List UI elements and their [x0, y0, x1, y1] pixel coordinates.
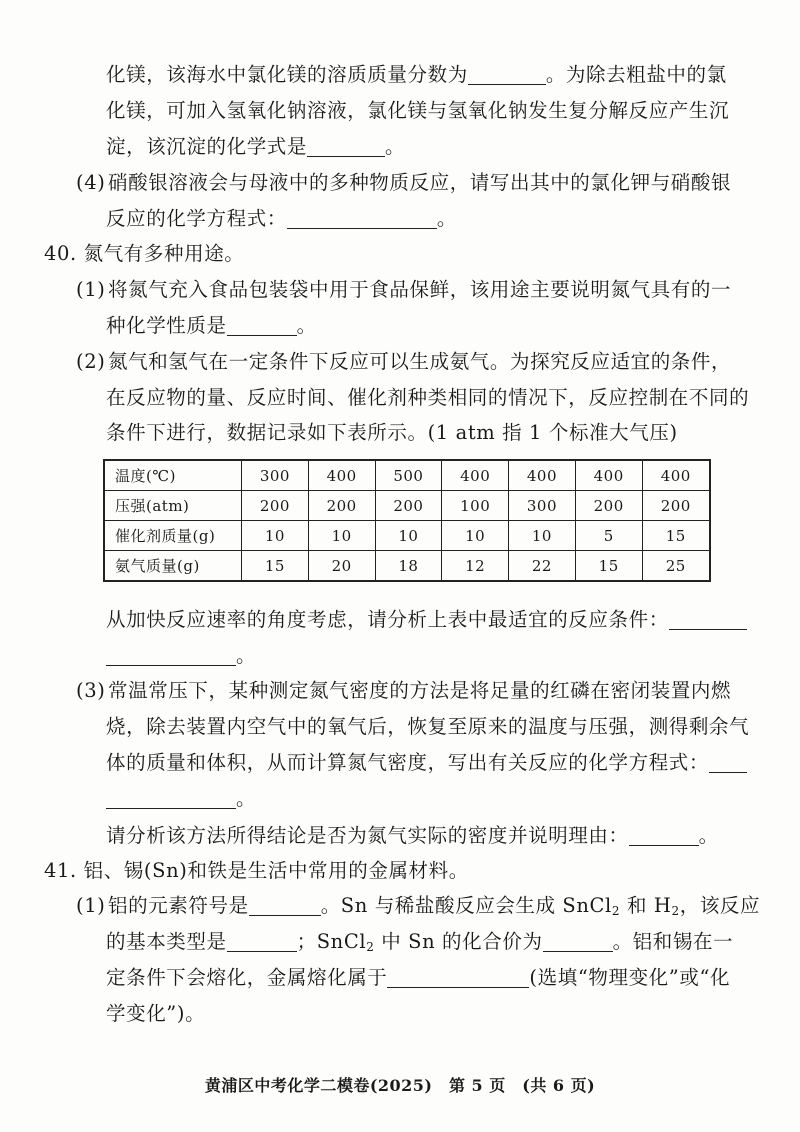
table-cell: 10 [308, 521, 375, 551]
answer-blank[interactable] [669, 609, 747, 630]
table-cell: 15 [642, 521, 710, 551]
table-cell: 10 [442, 521, 509, 551]
text-line: 烧，除去装置内空气中的氧气后，恢复至原来的温度与压强，测得剩余气 [106, 715, 750, 738]
answer-blank[interactable] [629, 825, 699, 846]
table-cell: 10 [242, 521, 309, 551]
text-line: 化镁，可加入氢氧化钠溶液，氯化镁与氢氧化钠发生复分解反应产生沉 [106, 99, 730, 122]
table-row-label: 温度(℃) [104, 460, 242, 491]
experiment-data-table [103, 459, 711, 582]
table-cell: 200 [242, 491, 309, 521]
answer-blank[interactable] [106, 788, 236, 809]
table-row-label: 催化剂质量(g) [104, 521, 242, 551]
answer-blank[interactable] [543, 931, 613, 952]
answer-blank[interactable] [709, 752, 747, 773]
table-cell: 400 [308, 460, 375, 491]
answer-blank[interactable] [387, 967, 529, 988]
table-cell: 400 [642, 460, 710, 491]
answer-blank[interactable] [227, 931, 297, 952]
question-40-title: 40. 氮气有多种用途。 [44, 242, 245, 265]
text-line: 氮气和氢气在一定条件下反应可以生成氨气。为探究反应适宜的条件， [108, 350, 732, 373]
text-line: 铝的元素符号是 。Sn 与稀盐酸反应会生成 SnCl$_2$ 和 $H_2$，该反应 [108, 894, 761, 918]
table-row-label: 氨气质量(g) [104, 551, 242, 582]
table-cell: 200 [308, 491, 375, 521]
answer-blank[interactable] [249, 895, 321, 916]
question-number: (1) [76, 278, 106, 301]
answer-blank[interactable] [227, 315, 297, 336]
table-cell: 400 [575, 460, 642, 491]
table-row [104, 460, 710, 491]
table-cell: 500 [375, 460, 442, 491]
table-row [104, 551, 710, 582]
question-41-title: 41. 铝、锡(Sn)和铁是生活中常用的金属材料。 [44, 859, 469, 882]
table-cell: 300 [242, 460, 309, 491]
text-line: 的基本类型是 ；SnCl$_2$ 中 Sn 的化合价为 。铝和锡在一 [106, 930, 734, 954]
text-line: 硝酸银溶液会与母液中的多种物质反应，请写出其中的氯化钾与硝酸银 [108, 171, 732, 194]
table-row [104, 491, 710, 521]
answer-blank[interactable] [106, 645, 236, 666]
text-line: 淀，该沉淀的化学式是 。 [106, 135, 406, 158]
text-line: 条件下进行，数据记录如下表所示。(1 atm 指 1 个标准大气压) [106, 421, 678, 444]
text-line: 常温常压下，某种测定氮气密度的方法是将足量的红磷在密闭装置内燃 [108, 679, 732, 702]
table-cell: 100 [442, 491, 509, 521]
table-cell: 15 [242, 551, 309, 582]
answer-blank[interactable] [287, 208, 437, 229]
text-line: 反应的化学方程式： 。 [106, 207, 458, 230]
table-cell: 25 [642, 551, 710, 582]
table-cell: 400 [509, 460, 576, 491]
table-cell: 200 [575, 491, 642, 521]
text-line: 在反应物的量、反应时间、催化剂种类相同的情况下，反应控制在不同的 [106, 386, 750, 409]
answer-blank[interactable] [468, 64, 546, 85]
table-cell: 300 [509, 491, 576, 521]
page-footer: 黄浦区中考化学二模卷(2025) 第 5 页 (共 6 页) [204, 1076, 596, 1095]
table-row-label: 压强(atm) [104, 491, 242, 521]
table-cell: 200 [642, 491, 710, 521]
table-cell: 400 [442, 460, 509, 491]
text-line: 种化学性质是 。 [106, 314, 317, 337]
table-cell: 18 [375, 551, 442, 582]
text-line: 。 [106, 644, 256, 668]
table-cell: 5 [575, 521, 642, 551]
table-cell: 12 [442, 551, 509, 582]
text-line: 学变化”)。 [106, 1002, 206, 1025]
table-cell: 22 [509, 551, 576, 582]
question-number: (4) [76, 171, 106, 194]
table-row [104, 521, 710, 551]
text-line: 化镁，该海水中氯化镁的溶质质量分数为 。为除去粗盐中的氯 [106, 63, 727, 86]
question-number: (3) [76, 679, 106, 702]
table-cell: 10 [509, 521, 576, 551]
text-line: 请分析该方法所得结论是否为氮气实际的密度并说明理由： 。 [106, 824, 719, 847]
text-line: 将氮气充入食品包装袋中用于食品保鲜，该用途主要说明氮气具有的一 [108, 278, 732, 301]
question-number: (1) [76, 894, 106, 917]
table-cell: 200 [375, 491, 442, 521]
question-number: (2) [76, 350, 106, 373]
text-line: 从加快反应速率的角度考虑，请分析上表中最适宜的反应条件： [106, 608, 747, 632]
answer-blank[interactable] [307, 136, 385, 157]
text-line: 定条件下会熔化，金属熔化属于 (选填“物理变化”或“化 [106, 966, 731, 989]
table-cell: 15 [575, 551, 642, 582]
table-cell: 20 [308, 551, 375, 582]
text-line: 。 [106, 787, 256, 811]
text-line: 体的质量和体积，从而计算氮气密度，写出有关反应的化学方程式： [106, 751, 747, 775]
table-cell: 10 [375, 521, 442, 551]
